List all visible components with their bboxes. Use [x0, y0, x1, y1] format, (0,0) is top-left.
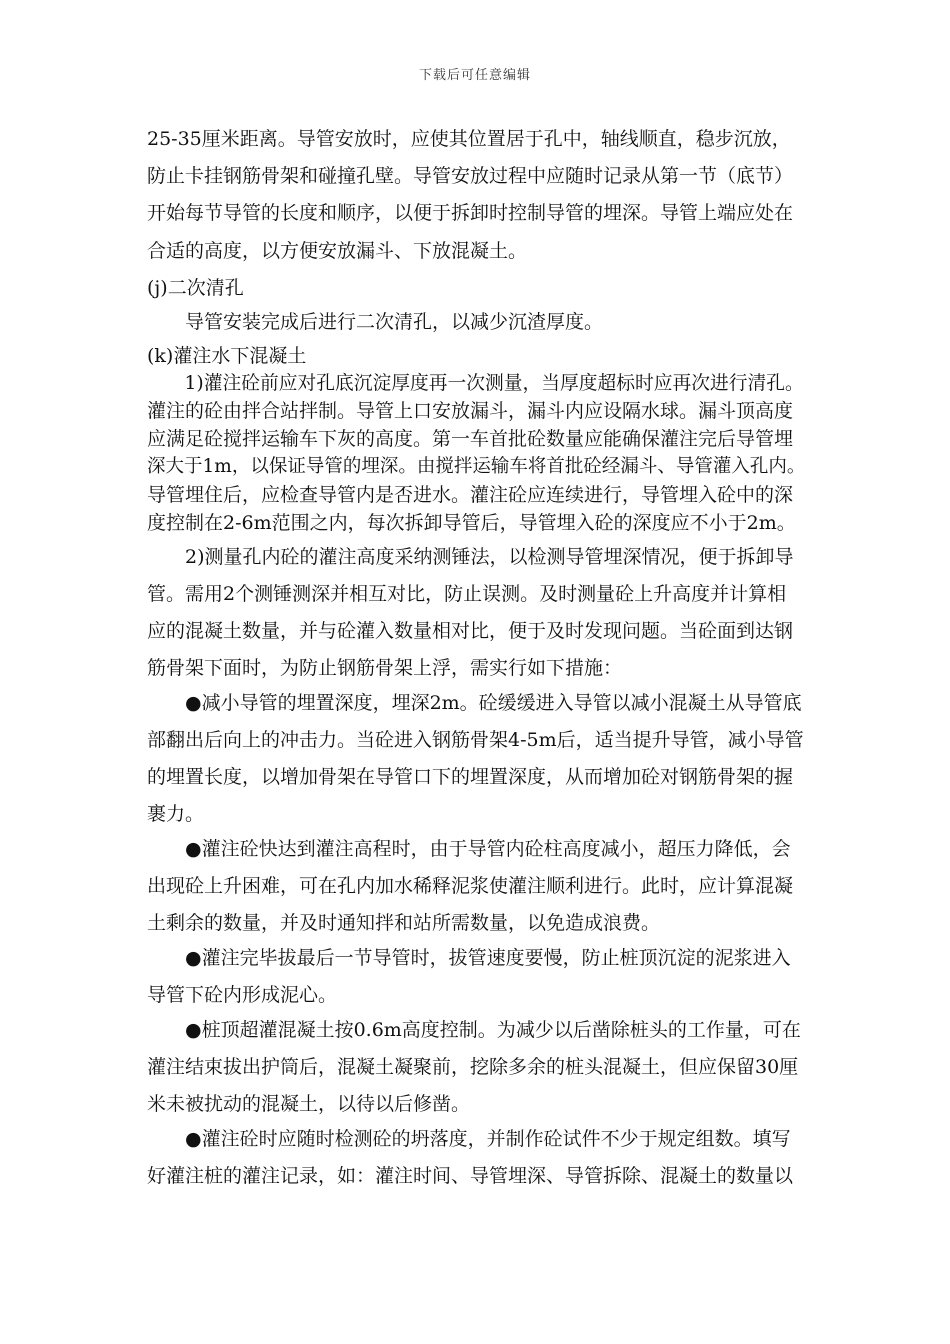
- text-line: 管。需用2个测锤测深并相互对比，防止误测。及时测量砼上升高度并计算相: [147, 583, 787, 605]
- bullet-line: ●桩顶超灌混凝土按0.6m高度控制。为减少以后凿除桩头的工作量，可在: [147, 1019, 801, 1041]
- text-line: 部翻出后向上的冲击力。当砼进入钢筋骨架4-5m后，适当提升导管，减小导管: [147, 729, 804, 751]
- text-line: 土剩余的数量，并及时通知拌和站所需数量，以免造成浪费。: [147, 912, 661, 934]
- text-line: 的埋置长度，以增加骨架在导管口下的埋置深度，从而增加砼对钢筋骨架的握: [147, 766, 794, 788]
- text-line: 裹力。: [147, 803, 205, 825]
- text-line: 灌注的砼由拌合站拌制。导管上口安放漏斗，漏斗内应设隔水球。漏斗顶高度: [147, 400, 794, 422]
- text-line: 应的混凝土数量，并与砼灌入数量相对比，便于及时发现问题。当砼面到达钢: [147, 620, 794, 642]
- bullet-line: ●灌注砼时应随时检测砼的坍落度，并制作砼试件不少于规定组数。填写: [147, 1128, 791, 1150]
- text-line: 2)测量孔内砼的灌注高度采纳测锤法，以检测导管埋深情况，便于拆卸导: [147, 546, 794, 568]
- text-line: 开始每节导管的长度和顺序，以便于拆卸时控制导管的埋深。导管上端应处在: [147, 202, 794, 224]
- text-line: 导管安装完成后进行二次清孔，以减少沉渣厚度。: [147, 311, 604, 333]
- text-line: 灌注结束拔出护筒后，混凝土凝聚前，挖除多余的桩头混凝土，但应保留30厘: [147, 1056, 799, 1078]
- text-line: 米未被扰动的混凝土，以待以后修凿。: [147, 1093, 471, 1115]
- page-header: 下载后可任意编辑: [418, 68, 531, 83]
- bullet-line: ●灌注砼快达到灌注高程时，由于导管内砼柱高度减小，超压力降低，会: [147, 838, 791, 860]
- text-line: 25-35厘米距离。导管安放时，应使其位置居于孔中，轴线顺直，稳步沉放，: [147, 128, 791, 150]
- section-heading: (j)二次清孔: [147, 277, 244, 299]
- text-line: 筋骨架下面时，为防止钢筋骨架上浮，需实行如下措施：: [147, 657, 623, 679]
- text-line: 合适的高度，以方便安放漏斗、下放混凝土。: [147, 240, 528, 262]
- text-line: 深大于1m，以保证导管的埋深。由搅拌运输车将首批砼经漏斗、导管灌入孔内。: [147, 456, 806, 477]
- text-line: 1)灌注砼前应对孔底沉淀厚度再一次测量，当厚度超标时应再次进行清孔。: [147, 373, 804, 394]
- text-line: 应满足砼搅拌运输车下灰的高度。第一车首批砼数量应能确保灌注完后导管埋: [147, 428, 794, 450]
- text-line: 好灌注桩的灌注记录，如：灌注时间、导管埋深、导管拆除、混凝土的数量以: [147, 1165, 794, 1187]
- bullet-line: ●灌注完毕拔最后一节导管时，拔管速度要慢，防止桩顶沉淀的泥浆进入: [147, 947, 791, 969]
- text-line: 出现砼上升困难，可在孔内加水稀释泥浆使灌注顺利进行。此时，应计算混凝: [147, 875, 794, 897]
- bullet-line: ●减小导管的埋置深度，埋深2m。砼缓缓进入导管以减小混凝土从导管底: [147, 692, 802, 714]
- text-line: 导管下砼内形成泥心。: [147, 984, 338, 1006]
- section-heading: (k)灌注水下混凝土: [147, 345, 307, 367]
- text-line: 防止卡挂钢筋骨架和碰撞孔壁。导管安放过程中应随时记录从第一节（底节）: [147, 165, 794, 187]
- text-line: 度控制在2-6m范围之内，每次拆卸导管后，导管埋入砼的深度应不小于2m。: [147, 512, 796, 534]
- text-line: 导管埋住后，应检查导管内是否进水。灌注砼应连续进行，导管埋入砼中的深: [147, 484, 794, 506]
